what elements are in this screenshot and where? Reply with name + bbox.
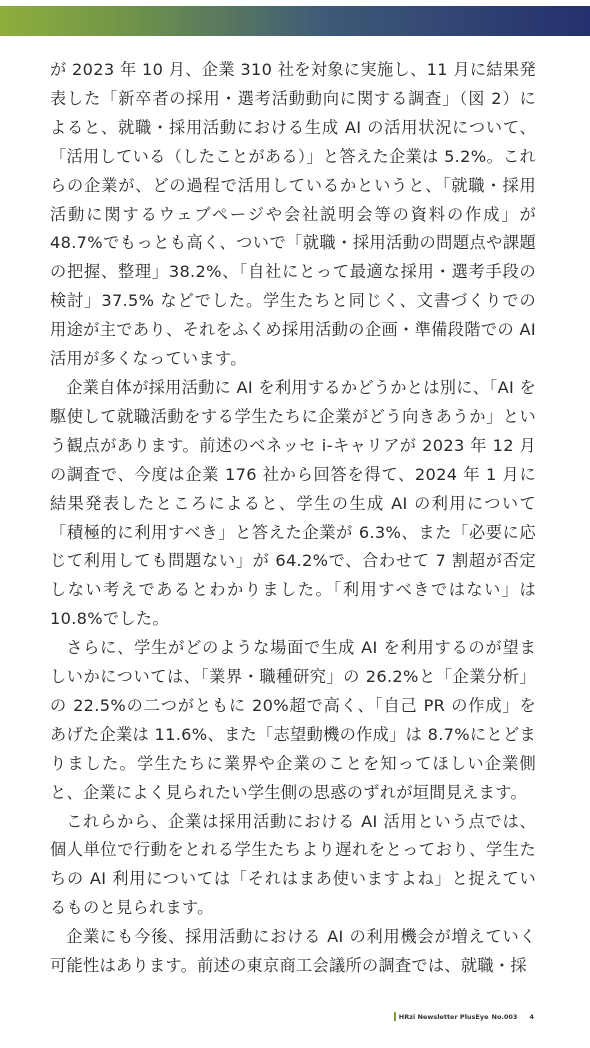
paragraph-5: 企業にも今後、採用活動における AI の利用機会が増えていく可能性はあります。前述の東京商工会議所の調査では、就職・採 <box>50 927 536 976</box>
footer-issue: No.003 <box>491 1012 518 1021</box>
page-footer <box>394 1012 534 1021</box>
footer-newsletter-name: HRzi Newsletter PlusEye <box>398 1012 489 1021</box>
footer-bar-icon <box>394 1012 396 1021</box>
header-gradient-band <box>0 6 590 36</box>
page-number: 4 <box>529 1012 534 1021</box>
paragraph-4: これらから、企業は採用活動における AI 活用という点では、個人単位で行動をとれる学生たちより遅れをとっており、学生たちの AI 利用については「それはまあ使いますよね」と捉えているものと見られます。 <box>50 811 536 918</box>
paragraph-1: が 2023 年 10 月、企業 310 社を対象に実施し、11 月に結果発表した「新卒者の採用・選考活動動向に関する調査」（図 2）によると、就職・採用活動における生成 AI の活用状況について、「活用している（したことがある）」と答えた企業は 5.2%。これらの企業が、どの過程で活用しているかというと、「就職・採用活動に関するウェブページや会社説明会等の資料の作成」が 48.7%でもっとも高く、ついで「就職・採用活動の問題点や課題の把握、整理」38.2%、「自社にとって最適な採用・選考手段の検討」37.5% などでした。学生たちと同じく、文書づくりでの用途が主であり、それをふくめ採用活動の企画・準備段階での AI 活用が多くなっています。 <box>50 60 536 369</box>
article-body <box>50 56 536 981</box>
paragraph-3: さらに、学生がどのような場面で生成 AI を利用するのが望ましいかについては、「業界・職種研究」の 26.2%と「企業分析」の 22.5%の二つがともに 20%超で高く、「自己 PR の作成」をあげた企業は 11.6%、また「志望動機の作成」は 8.7%にとどまりました。学生たちに業界や企業のことを知ってほしい企業側と、企業によく見られたい学生側の思惑のずれが垣間見えます。 <box>50 638 536 802</box>
paragraph-2: 企業自体が採用活動に AI を利用するかどうかとは別に、「AI を駆使して就職活動をする学生たちに企業がどう向きあうか」という観点があります。前述のベネッセ i-キャリアが 2023 年 12 月の調査で、今度は企業 176 社から回答を得て、2024 年 1 月に結果発表したところによると、学生の生成 AI の利用について「積極的に利用すべき」と答えた企業が 6.3%、また「必要に応じて利用しても問題ない」が 64.2%で、合わせて 7 割超が否定しない考えであるとわかりました。「利用すべきではない」は 10.8%でした。 <box>50 377 536 629</box>
